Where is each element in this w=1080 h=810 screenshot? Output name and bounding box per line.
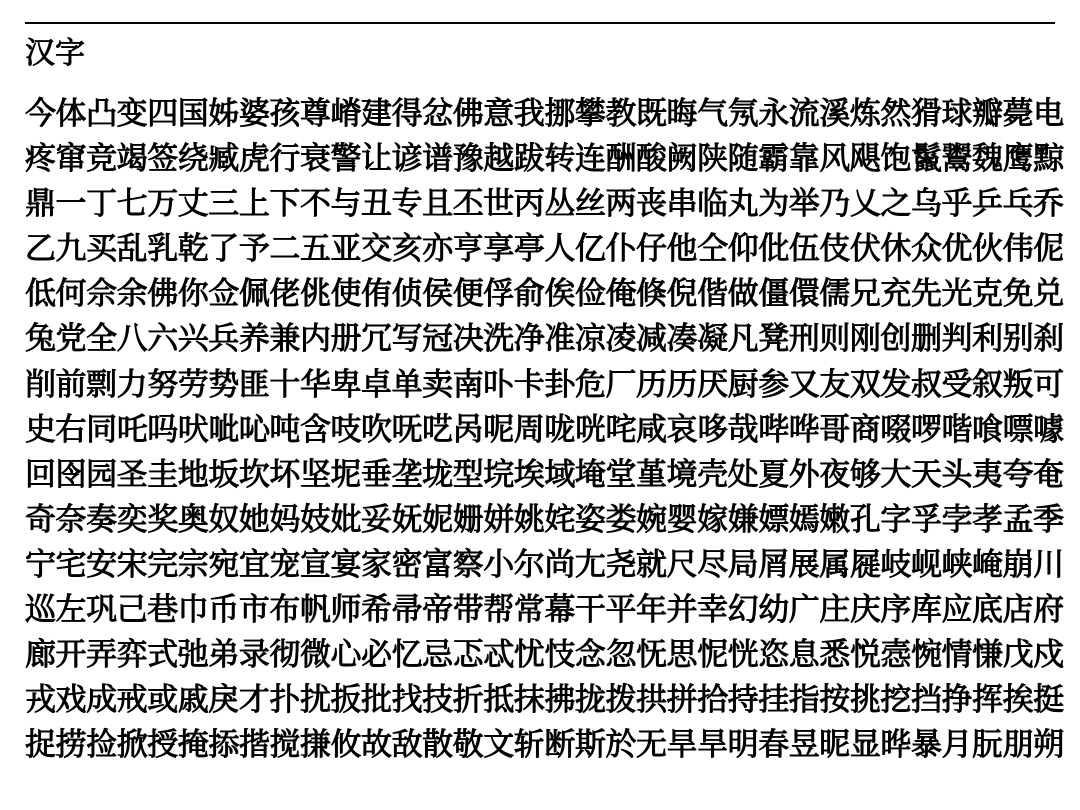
glyph-row: 捉捞捡掀授掩掭揩搅搛攸故敌散敬文斩断斯於无旱旱明春昱昵显晔暴月朊朋朔 [25,727,1064,764]
glyph-row: 兔党全八六兴兵养兼内册冗写冠决洗净准凉凌减凑凝凡凳刑则刚创删判利别刹 [25,321,1064,358]
glyph-row: 宁宅安宋完宗宛宜宠宣宴家密富察小尔尚尢尧就尺尽局屑展属屣岐岘峡崦崩川 [25,546,1064,583]
section-heading: 汉字 [25,36,85,71]
top-divider [25,22,1055,24]
glyph-row: 史右同吒吗吠呲吣吨含吱吹呒呓呙呢周咙咣咤咸哀哆哉哔哗哥商啜啰喈喰嘌噱 [25,411,1064,448]
glyph-row: 廊开弄弈式弛弟录彻微心必忆忌忑忒忧忮念忽怃思怩恍恣息悉悦悫惋情慊戊戍 [25,637,1064,674]
glyph-row: 今体凸变四国姊婆孩尊嵴建得忿佛意我挪攀教既晦气氖永流溪炼然猾球瓣薨电 [25,96,1064,132]
glyph-row: 疼窜竞竭签绕臧虎行衰警让谚谱豫越跋转连酬酸阙陕随霸靠风飓饱鬣鬻魏鹰黥 [25,141,1064,178]
glyph-row: 低何佘余佛你佥佩佬佻使侑侦侯便俘俞俟俭俺倏倪偕做僵儇儒兄充先光克免兑 [25,276,1064,313]
glyph-sample-block [25,92,1065,768]
glyph-row: 戎戏成戒或戚戾才扑扰扳批找技折抵抹拂拢拨拱拼拾持挂指按挑挖挡挣挥挨挺 [25,682,1064,719]
glyph-row: 鼎一丁七万丈三上下不与丑专且丕世丙丛丝两丧串临丸为举乃乂之乌乎乒乓乔 [25,186,1064,223]
glyph-row: 削前剽力努劳势匪十华卑卓单卖南卟卡卦危厂历历厌厨参又友双发叔受叙叛可 [25,366,1064,403]
glyph-row: 乙九买乱乳乾了予二五亚交亥亦亨享亭人亿仆仔他仝仰仳伍伎伏休众优伙伟伲 [25,231,1064,268]
glyph-row: 奇奈奏奕奖奥奴她妈妓妣妥妩妮姗姘姚姹姿娄婉婴嫁嫌嫖嫣嫩孔字孚孛孝孟季 [25,501,1064,538]
glyph-row: 巡左巩己巷巾币市布帆师希帚帝带帮常幕干平年并幸幻幼广庄庆序库应底店府 [25,592,1064,629]
glyph-row: 回囹园圣圭地坂坎坏坚坭垂垄垅型垸埃域埯堂堇境壳处夏外夜够大天头夷夸奄 [25,456,1064,493]
